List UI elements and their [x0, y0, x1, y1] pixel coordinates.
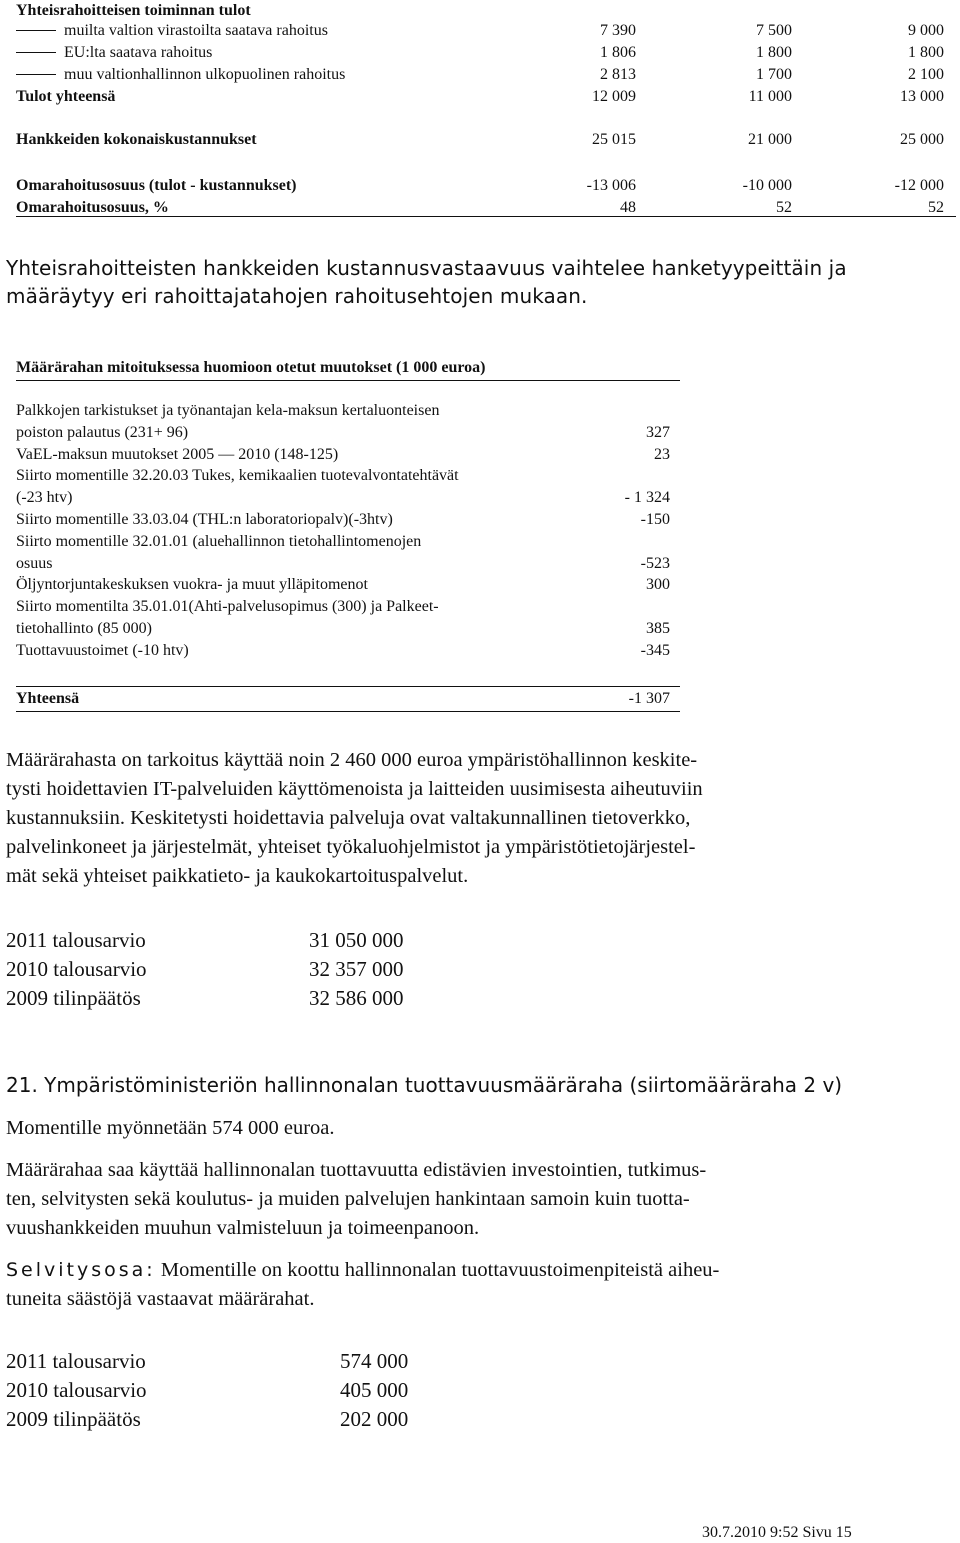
section-21-granted: Momentille myönnetään 574 000 euroa.: [6, 1117, 335, 1139]
funding-row-text: Tulot yhteensä: [16, 88, 116, 105]
funding-table-bottom-rule: [16, 216, 956, 217]
changes-row-label: Siirto momentilta 35.01.01(Ahti-palvelusopimus (300) ja Palkeet-: [16, 598, 439, 616]
funding-value-2: 1 800: [756, 44, 792, 61]
budget-label: 2009 tilinpäätös: [6, 1407, 141, 1431]
funding-value-3: -12 000: [894, 177, 944, 194]
funding-value-3: 1 800: [908, 44, 944, 61]
funding-row-text: muilta valtion virastoilta saatava rahoitus: [64, 22, 328, 39]
funding-row-text: Omarahoitusosuus, %: [16, 199, 169, 216]
funding-value-3: 13 000: [900, 88, 944, 105]
changes-table-total: [16, 686, 680, 712]
dash-marker: [16, 30, 56, 31]
budget-value: 32 586 000: [309, 986, 404, 1010]
it-line: palvelinkoneet ja järjestelmät, yhteiset työkaluohjelmistot ja ympäristötietojärjestel-: [6, 836, 696, 858]
cost-coverage-paragraph: Yhteisrahoitteisten hankkeiden kustannusvastaavuus vaihtelee hanketyypeittäin ja määräytyy eri rahoittajatahojen rahoitusehtojen mukaan.: [6, 256, 847, 308]
funding-value-1: 48: [620, 199, 636, 216]
changes-row-value: -345: [640, 641, 670, 659]
funding-value-1: 2 813: [600, 66, 636, 83]
changes-row-value: -150: [640, 511, 670, 528]
changes-row: [16, 618, 680, 640]
it-line: tysti hoidettavien IT-palveluiden käyttömenoista ja laitteiden uusimisesta aiheutuviin: [6, 778, 703, 800]
usage-line: Määrärahaa saa käyttää hallinnonalan tuottavuutta edistävien investointien, tutkimus-: [6, 1159, 707, 1181]
changes-row: [16, 640, 680, 662]
funding-value-2: -10 000: [742, 177, 792, 194]
changes-row-value: 327: [646, 423, 670, 441]
changes-row-label: tietohallinto (85 000): [16, 620, 152, 637]
budget-value: 202 000: [340, 1407, 409, 1431]
changes-row-label: VaEL-maksun muutokset 2005 — 2010 (148-125): [16, 445, 339, 463]
changes-row-value: 300: [646, 576, 670, 594]
funding-row-text: EU:lta saatava rahoitus: [64, 44, 213, 61]
changes-row-label: Siirto momentille 32.20.03 Tukes, kemikaalien tuotevalvontatehtävät: [16, 467, 459, 485]
changes-row: [16, 422, 680, 444]
funding-value-1: 12 009: [592, 88, 636, 105]
changes-row-label: Siirto momentille 32.01.01 (aluehallinnon tietohallintomenojen: [16, 532, 422, 550]
changes-row-value: 23: [654, 445, 670, 463]
changes-row-label: Siirto momentille 33.03.04 (THL:n laboratoriopalv)(-3htv): [16, 511, 393, 528]
funding-value-1: -13 006: [586, 177, 636, 194]
changes-row-label: Tuottavuustoimet (-10 htv): [16, 641, 189, 659]
usage-line: ten, selvitysten sekä koulutus- ja muiden palvelujen hankintaan samoin kuin tuotta-: [6, 1188, 690, 1210]
changes-row: [16, 487, 680, 509]
funding-row-text: Omarahoitusosuus (tulot - kustannukset): [16, 177, 297, 194]
it-line: kustannuksiin. Keskitetysti hoidettavia palveluja ovat valtakunnallinen tietoverkko,: [6, 807, 691, 829]
changes-row: [16, 574, 680, 596]
funding-value-1: 7 390: [600, 22, 636, 39]
funding-row-label: [16, 86, 115, 108]
funding-row-text: muu valtionhallinnon ulkopuolinen rahoitus: [64, 66, 346, 83]
funding-value-2: 21 000: [748, 131, 792, 148]
budget-label: 2010 talousarvio: [6, 957, 147, 981]
budget-label: 2010 talousarvio: [6, 1378, 147, 1402]
funding-row-label: [16, 129, 257, 151]
section-21-explanation: [6, 1256, 946, 1314]
changes-row: [16, 553, 680, 575]
dash-marker: [16, 52, 56, 53]
funding-row-label: [16, 64, 345, 86]
budget-label: 2009 tilinpäätös: [6, 986, 141, 1010]
it-line: mät sekä yhteiset paikkatieto- ja kaukokartoituspalvelut.: [6, 865, 469, 887]
funding-row-text: Hankkeiden kokonaiskustannukset: [16, 131, 257, 148]
explanation-line: Momentille on koottu hallinnonalan tuottavuustoimenpiteistä aiheu-: [160, 1259, 720, 1281]
funding-value-3: 2 100: [908, 66, 944, 83]
changes-row: [16, 509, 680, 531]
changes-row-label: Palkkojen tarkistukset ja työnantajan kela-maksun kertaluonteisen: [16, 402, 440, 419]
funding-row-label: [16, 175, 297, 197]
funding-value-3: 9 000: [908, 22, 944, 39]
budget-value: 32 357 000: [309, 957, 404, 981]
funding-value-2: 52: [776, 199, 792, 216]
funding-row: [0, 42, 956, 64]
page-footer: 30.7.2010 9:52 Sivu 15: [702, 1524, 852, 1541]
funding-row: [0, 129, 956, 151]
funding-table-header: Yhteisrahoitteisen toiminnan tulot: [16, 2, 251, 19]
funding-row-label: [16, 20, 328, 42]
funding-value-3: 52: [928, 199, 944, 216]
explanation-line: tuneita säästöjä vastaavat määrärahat.: [6, 1288, 315, 1310]
changes-row-label: Öljyntorjuntakeskuksen vuokra- ja muut ylläpitomenot: [16, 576, 368, 594]
changes-row-value: -523: [640, 554, 670, 572]
dash-marker: [16, 74, 56, 75]
funding-value-1: 25 015: [592, 131, 636, 148]
section-21-usage-paragraph: [6, 1156, 946, 1243]
funding-row-label: [16, 42, 212, 64]
funding-row: [0, 175, 956, 197]
changes-row-label: osuus: [16, 554, 53, 572]
it-services-paragraph: [6, 746, 946, 891]
section-21-heading: 21. Ympäristöministeriön hallinnonalan tuottavuusmääräraha (siirtomääräraha 2 v): [6, 1073, 843, 1097]
changes-row-label: (-23 htv): [16, 489, 73, 507]
budget-value: 574 000: [340, 1349, 409, 1373]
changes-row-value: - 1 324: [624, 489, 670, 507]
changes-total-label: Yhteensä: [16, 690, 80, 707]
funding-row: [0, 64, 956, 86]
changes-row-label: poiston palautus (231+ 96): [16, 423, 189, 441]
changes-row: [16, 465, 680, 487]
funding-value-2: 7 500: [756, 22, 792, 39]
funding-value-2: 1 700: [756, 66, 792, 83]
funding-value-3: 25 000: [900, 131, 944, 148]
budget-label: 2011 talousarvio: [6, 1349, 146, 1373]
changes-row-value: 385: [646, 620, 670, 637]
budget-value: 31 050 000: [309, 928, 404, 952]
funding-value-2: 11 000: [748, 88, 792, 105]
budget-label: 2011 talousarvio: [6, 928, 146, 952]
usage-line: vuushankkeiden muuhun valmisteluun ja toimeenpanoon.: [6, 1217, 480, 1239]
changes-total-value: -1 307: [628, 690, 670, 707]
it-line: Määrärahasta on tarkoitus käyttää noin 2 460 000 euroa ympäristöhallinnon keskite-: [6, 749, 698, 771]
funding-row: [0, 20, 956, 42]
funding-row: [0, 86, 956, 108]
explanation-label: Selvitysosa:: [6, 1259, 156, 1281]
funding-value-1: 1 806: [600, 44, 636, 61]
changes-row: [16, 400, 680, 422]
changes-row: [16, 444, 680, 466]
changes-row: [16, 531, 680, 553]
changes-table-title: Määrärahan mitoituksessa huomioon otetut muutokset (1 000 euroa): [16, 356, 680, 381]
budget-value: 405 000: [340, 1378, 409, 1402]
changes-row: [16, 596, 680, 618]
